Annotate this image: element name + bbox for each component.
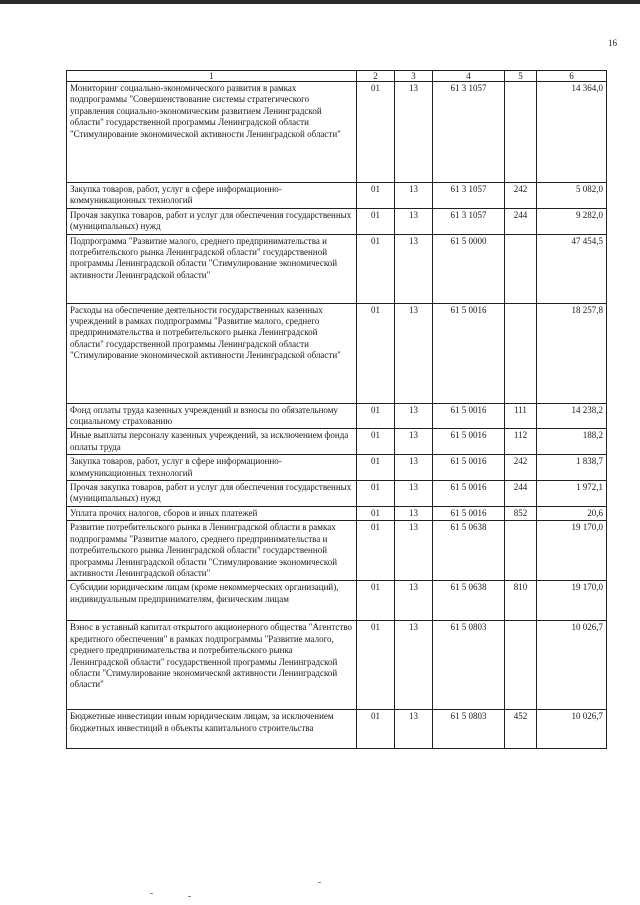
row-amount: 1 972,1: [537, 481, 607, 507]
row-subsection-code: 13: [395, 403, 433, 429]
row-subsection-code: 13: [395, 82, 433, 183]
row-expense-type: 242: [505, 183, 537, 209]
table-row: [67, 481, 607, 507]
row-target-article: 61 5 0016: [433, 455, 505, 481]
row-description: Прочая закупка товаров, работ и услуг для обеспечения государственных (муниципальных) нужд: [67, 208, 357, 234]
row-expense-type: 112: [505, 429, 537, 455]
row-section-code: 01: [357, 82, 395, 183]
row-expense-type: 242: [505, 455, 537, 481]
row-expense-type: 244: [505, 481, 537, 507]
row-description: Закупка товаров, работ, услуг в сфере информационно-коммуникационных технологий: [67, 455, 357, 481]
header-col-1: 1: [67, 71, 357, 82]
row-expense-type: [505, 303, 537, 403]
table-row: [67, 581, 607, 621]
table-header-row: [67, 71, 607, 82]
row-expense-type: [505, 234, 537, 303]
row-subsection-code: 13: [395, 303, 433, 403]
row-section-code: 01: [357, 521, 395, 581]
row-description: Взнос в уставный капитал открытого акционерного общества "Агентство кредитного обеспечения" в рамках подпрограммы "Развитие малого, среднего предпринимательства и потребительского рынка Ленинградской области" государственной программы Ленинградской области "Стимулирование экономической активности Ленинградской области": [67, 621, 357, 710]
row-expense-type: [505, 82, 537, 183]
row-amount: 10 026,7: [537, 621, 607, 710]
row-expense-type: 111: [505, 403, 537, 429]
row-amount: 19 170,0: [537, 581, 607, 621]
row-amount: 10 026,7: [537, 710, 607, 749]
row-amount: 188,2: [537, 429, 607, 455]
page-number: 16: [608, 38, 617, 48]
row-description: Мониторинг социально-экономического развития в рамках подпрограммы "Совершенствование системы стратегического управления социально-экономическим развитием Ленинградской области" государственной программы Ленинградской области "Стимулирование экономической активности Ленинградской области": [67, 82, 357, 183]
scan-speck: [188, 896, 191, 897]
row-target-article: 61 5 0803: [433, 621, 505, 710]
row-amount: 14 238,2: [537, 403, 607, 429]
scan-speck: [150, 893, 153, 894]
row-section-code: 01: [357, 710, 395, 749]
row-target-article: 61 5 0016: [433, 403, 505, 429]
table-row: [67, 429, 607, 455]
row-target-article: 61 5 0803: [433, 710, 505, 749]
row-description: Закупка товаров, работ, услуг в сфере информационно-коммуникационных технологий: [67, 183, 357, 209]
row-section-code: 01: [357, 506, 395, 520]
header-col-2: 2: [357, 71, 395, 82]
row-description: Уплата прочих налогов, сборов и иных платежей: [67, 506, 357, 520]
row-section-code: 01: [357, 208, 395, 234]
row-target-article: 61 5 0016: [433, 481, 505, 507]
row-amount: 14 364,0: [537, 82, 607, 183]
row-target-article: 61 3 1057: [433, 82, 505, 183]
row-subsection-code: 13: [395, 506, 433, 520]
row-target-article: 61 5 0016: [433, 303, 505, 403]
row-amount: 5 082,0: [537, 183, 607, 209]
row-expense-type: 452: [505, 710, 537, 749]
row-expense-type: [505, 621, 537, 710]
row-amount: 9 282,0: [537, 208, 607, 234]
row-subsection-code: 13: [395, 521, 433, 581]
budget-table: [66, 70, 607, 749]
header-col-6: 6: [537, 71, 607, 82]
row-subsection-code: 13: [395, 455, 433, 481]
table-row: [67, 621, 607, 710]
row-target-article: 61 5 0000: [433, 234, 505, 303]
row-description: Субсидии юридическим лицам (кроме некоммерческих организаций), индивидуальным предпринимателям, физическим лицам: [67, 581, 357, 621]
table-row: [67, 183, 607, 209]
row-subsection-code: 13: [395, 621, 433, 710]
row-description: Бюджетные инвестиции иным юридическим лицам, за исключением бюджетных инвестиций в объекты капитального строительства: [67, 710, 357, 749]
row-amount: 18 257,8: [537, 303, 607, 403]
row-section-code: 01: [357, 455, 395, 481]
row-section-code: 01: [357, 621, 395, 710]
row-expense-type: 244: [505, 208, 537, 234]
row-amount: 47 454,5: [537, 234, 607, 303]
row-description: Подпрограмма "Развитие малого, среднего предпринимательства и потребительского рынка Ленинградской области" государственной программы Ленинградской области "Стимулирование экономической активности Ленинградской области": [67, 234, 357, 303]
row-section-code: 01: [357, 234, 395, 303]
table-row: [67, 303, 607, 403]
table-row: [67, 506, 607, 520]
row-subsection-code: 13: [395, 710, 433, 749]
header-col-5: 5: [505, 71, 537, 82]
row-section-code: 01: [357, 303, 395, 403]
scan-top-edge: [0, 0, 640, 4]
row-section-code: 01: [357, 403, 395, 429]
row-subsection-code: 13: [395, 481, 433, 507]
row-subsection-code: 13: [395, 429, 433, 455]
header-col-3: 3: [395, 71, 433, 82]
row-description: Развитие потребительского рынка в Ленинградской области в рамках подпрограммы "Развитие малого, среднего предпринимательства и потребительского рынка Ленинградской области" государственной программы Ленинградской области "Стимулирование экономической активности Ленинградской области": [67, 521, 357, 581]
table-row: [67, 403, 607, 429]
row-target-article: 61 5 0016: [433, 506, 505, 520]
table-row: [67, 234, 607, 303]
row-target-article: 61 5 0638: [433, 521, 505, 581]
row-target-article: 61 3 1057: [433, 208, 505, 234]
header-col-4: 4: [433, 71, 505, 82]
table-row: [67, 82, 607, 183]
table-row: [67, 710, 607, 749]
row-description: Прочая закупка товаров, работ и услуг для обеспечения государственных (муниципальных) нужд: [67, 481, 357, 507]
table-row: [67, 521, 607, 581]
scan-speck: [318, 882, 321, 883]
row-section-code: 01: [357, 429, 395, 455]
row-expense-type: 810: [505, 581, 537, 621]
row-subsection-code: 13: [395, 183, 433, 209]
row-amount: 1 838,7: [537, 455, 607, 481]
row-subsection-code: 13: [395, 208, 433, 234]
row-section-code: 01: [357, 581, 395, 621]
row-description: Расходы на обеспечение деятельности государственных казенных учреждений в рамках подпрограммы "Развитие малого, среднего предпринимательства и потребительского рынка Ленинградской области" государственной программы Ленинградской области "Стимулирование экономической активности Ленинградской области": [67, 303, 357, 403]
row-amount: 20,6: [537, 506, 607, 520]
table-row: [67, 455, 607, 481]
row-description: Фонд оплаты труда казенных учреждений и взносы по обязательному социальному страхованию: [67, 403, 357, 429]
table-row: [67, 208, 607, 234]
row-subsection-code: 13: [395, 581, 433, 621]
row-expense-type: [505, 521, 537, 581]
row-description: Иные выплаты персоналу казенных учреждений, за исключением фонда оплаты труда: [67, 429, 357, 455]
row-amount: 19 170,0: [537, 521, 607, 581]
row-expense-type: 852: [505, 506, 537, 520]
row-section-code: 01: [357, 481, 395, 507]
row-section-code: 01: [357, 183, 395, 209]
row-target-article: 61 3 1057: [433, 183, 505, 209]
row-target-article: 61 5 0638: [433, 581, 505, 621]
row-subsection-code: 13: [395, 234, 433, 303]
row-target-article: 61 5 0016: [433, 429, 505, 455]
